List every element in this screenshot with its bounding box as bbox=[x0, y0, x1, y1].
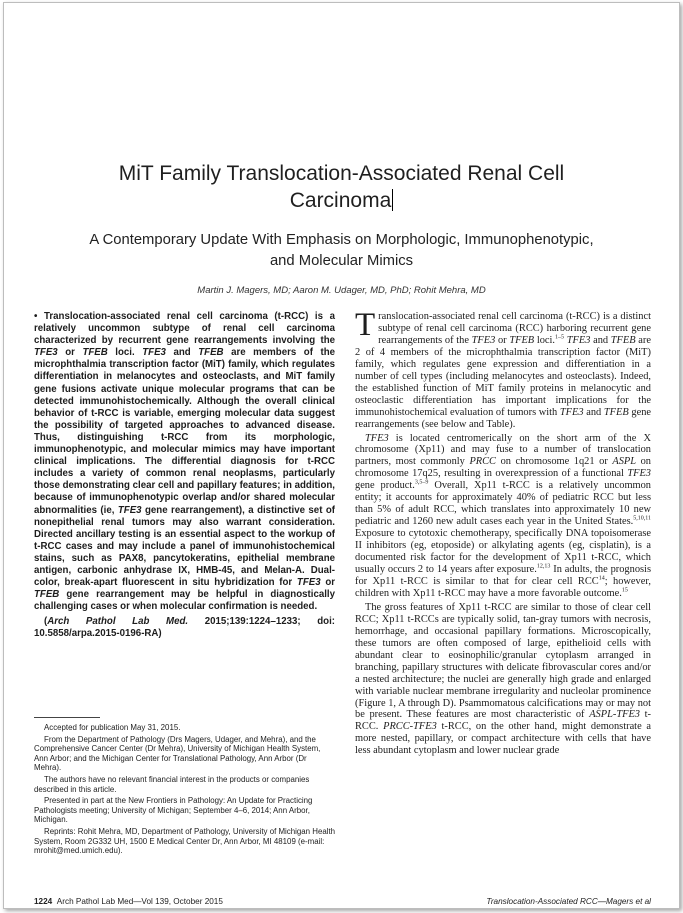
title-line-1: MiT Family Translocation-Associated Renal Cell bbox=[118, 162, 565, 185]
article-title bbox=[44, 160, 639, 214]
gene-name: TFE3 bbox=[627, 468, 651, 480]
citation-paren: ( bbox=[44, 616, 48, 628]
footnote-accepted: Accepted for publication May 31, 2015. bbox=[44, 723, 181, 732]
reference-superscript: 5,10,11 bbox=[633, 515, 651, 522]
citation bbox=[34, 616, 335, 640]
page-footer bbox=[34, 897, 651, 909]
body-paragraph-2 bbox=[355, 433, 651, 600]
page-number: 1224 bbox=[34, 897, 53, 906]
body-text: loci. bbox=[534, 334, 556, 346]
footnote-reprints: Reprints: Rohit Mehra, MD, Department of Pathology, University of Michigan Health System, Room 2G332 UH, 1500 E Medical Center Dr, Ann Arbor, MI 48109 (e-mail: mrohit@med.umich.edu). bbox=[34, 826, 336, 856]
gene-name: TFEB bbox=[603, 406, 629, 418]
abstract-bullet: • bbox=[34, 311, 38, 322]
footnote-disclosure: The authors have no relevant financial interest in the products or companies described in this article. bbox=[34, 774, 310, 794]
right-column bbox=[355, 307, 652, 757]
gene-name: TFEB bbox=[509, 334, 535, 346]
body-text: and bbox=[583, 406, 604, 418]
gene-name: TFE3 bbox=[142, 347, 166, 359]
gene-name: TFE3 bbox=[296, 577, 321, 589]
gene-name: TFE3 bbox=[117, 504, 142, 516]
abstract-text: gene rearrangement may be helpful in diagnostically challenging cases or when molecular confirmation is needed. bbox=[34, 589, 335, 613]
title-line-2: Carcinoma bbox=[289, 189, 392, 212]
gene-name: TFE3 bbox=[365, 432, 389, 444]
footnote-divider bbox=[34, 717, 100, 718]
body-text: on chromosome 1q21 or bbox=[496, 456, 613, 468]
reference-superscript: 12,13 bbox=[536, 563, 551, 570]
gene-name: PRCC-TFE3 bbox=[383, 721, 437, 733]
gene-name: TFE3 bbox=[471, 334, 496, 346]
text-cursor bbox=[392, 189, 393, 211]
body-paragraph-1 bbox=[355, 307, 652, 431]
body-text: ranslocation-associated renal cell carcinoma (t-RCC) is a distinct subtype of renal cell carcinoma (RCC) harboring recurrent gene rearrangements of the bbox=[378, 311, 651, 346]
subtitle-line-1: A Contemporary Update With Emphasis on Morphologic, Immunophenotypic, bbox=[89, 232, 594, 248]
body-text: and bbox=[590, 334, 611, 346]
gene-name: TFEB bbox=[610, 334, 636, 346]
reference-superscript: 3,5–9 bbox=[414, 479, 429, 486]
gene-name: PRCC bbox=[469, 456, 496, 468]
footer-journal: Arch Pathol Lab Med—Vol 139, October 2015 bbox=[56, 897, 223, 906]
footnote-affiliations: From the Department of Pathology (Drs Magers, Udager, and Mehra), and the Comprehensive Cancer Center (Dr Mehra), University of Michigan Health System, Ann Arbor; and the Michigan Center for Translational Pathology, Ann Arbor (Dr Mehra). bbox=[34, 734, 321, 773]
gene-name: TFEB bbox=[198, 347, 224, 359]
body-text: t-RCC. bbox=[355, 709, 651, 733]
gene-name: TFEB bbox=[34, 589, 60, 601]
body-text: Exposure to cytotoxic chemotherapy, specifically DNA topoisomerase II inhibitors (eg, etoposide) or alkylating agents (eg, cisplatin), is a documented risk factor for the development of Xp11 t-RCC, which usually occurs 2 to 14 years after exposure. bbox=[355, 528, 651, 576]
gene-name: TFE3 bbox=[559, 406, 584, 418]
body-text: The gross features of Xp11 t-RCC are similar to those of clear cell RCC; Xp11 t-RCCs are typically solid, tan-gray tumors with necrosis, hemorrhage, and occasional papillary formations. Microscopically, these tumors are often composed of large, epithelioid cells with abundant clear to eosinophilic/granular cytoplasm arranged in branching, papillary structures with delicate fibrovascular cores and/or a nested architecture; the nuclei are generally high grade and enlarged with variable nuclear membrane irregularity and nucleolar prominence (Figure 1, A through D). Psammomatous calcifications may or may not be present. These features are most characteristic of bbox=[355, 601, 651, 721]
reference-superscript: 1–5 bbox=[555, 334, 565, 341]
abstract-text: gene rearrangement), a distinctive set of nonepithelial renal tumors may also warrant consideration. Directed ancillary testing is an essential aspect to the workup of t-RCC cases and may include a panel of immunohistochemical stains, such as PAX8, pancytokeratins, epithelial membrane antigen, carbonic anhydrase IX, HMB-45, and Melan-A. Dual-color, break-apart fluorescent in situ hybridization for bbox=[34, 504, 336, 589]
abstract-text: Translocation-associated renal cell carcinoma (t-RCC) is a relatively uncommon subtype of renal cell carcinoma characterized by recurrent gene rearrangements involving the bbox=[34, 311, 335, 347]
footer-left bbox=[34, 897, 223, 906]
running-title: Translocation-Associated RCC—Magers et al bbox=[486, 897, 651, 906]
abstract-text: and bbox=[165, 347, 199, 359]
reference-superscript: 14 bbox=[598, 575, 605, 582]
abstract-text: or bbox=[320, 577, 336, 589]
gene-name: TFE3 bbox=[566, 334, 591, 346]
footnotes bbox=[34, 723, 336, 858]
citation-journal: Arch Pathol Lab Med. bbox=[47, 616, 189, 628]
subtitle-line-2: and Molecular Mimics bbox=[269, 253, 414, 269]
abstract-text: or bbox=[57, 347, 83, 359]
abstract bbox=[34, 311, 335, 613]
author-list: Martin J. Magers, MD; Aaron M. Udager, MD, PhD; Rohit Mehra, MD bbox=[197, 285, 486, 296]
footnote-presented: Presented in part at the New Frontiers in Pathology: An Update for Practicing Pathologists meeting; University of Michigan; September 4–6, 2014; Ann Arbor, Michigan. bbox=[34, 796, 313, 825]
body-text: t-RCC, on the other hand, might demonstrate a more nested, papillary, or compact architecture with cells that have less abundant cytoplasm and lower nuclear grade bbox=[355, 721, 651, 757]
gene-name: TFE3 bbox=[34, 347, 58, 359]
body-text: is located centromerically on the short arm of the X chromosome (Xp11) and may fuse to a number of translocation partners, most commonly bbox=[355, 432, 651, 468]
gene-name: ASPL bbox=[612, 456, 637, 468]
body-text: In adults, the prognosis for Xp11 t-RCC is similar to that for clear cell RCC bbox=[355, 564, 651, 587]
body-paragraph-3 bbox=[355, 602, 651, 757]
body-text: gene product. bbox=[355, 480, 415, 492]
drop-cap: T bbox=[355, 307, 376, 343]
left-column bbox=[34, 311, 335, 641]
reference-superscript: 15 bbox=[621, 587, 628, 594]
abstract-text: loci. bbox=[107, 347, 143, 359]
abstract-text: are members of the microphthalmia transcription factor (MiT) family, which regulates differentiation in melanocytes and osteoclasts, and MiT family gene fusions activate unique molecular programs that can be detected immunohistochemically. Although the overall clinical behavior of t-RCC is variable, emerging molecular data suggest the possibility of targeted approaches to advanced disease. Thus, distinguishing t-RCC from its morphologic, immunophenotypic, and molecular mimics may have important clinical implications. The differential diagnosis for t-RCC includes a variety of common renal neoplasms, particularly those demonstrating clear cell and papillary features; in addition, because of immunophenotypic overlap and/or shared molecular abnormalities (ie, bbox=[34, 347, 335, 516]
body-text: are 2 of 4 members of the microphthalmia transcription factor (MiT) family, which regulates gene expression and differentiation in a number of cell types (including melanocytes and osteoclasts). Indeed, the established function of MiT family proteins in melanocytic and osteoclastic differentiation has important implications for the immunohistochemical evaluation of tumors with bbox=[355, 334, 651, 418]
document-page bbox=[3, 2, 680, 909]
body-text: or bbox=[495, 334, 510, 346]
body-text: ; however, children with Xp11 t-RCC may have a more favorable outcome. bbox=[355, 575, 651, 599]
body-text: gene rearrangements (see below and Table). bbox=[355, 406, 652, 430]
article-subtitle bbox=[44, 230, 639, 272]
citation-details: 2015;139:1224–1233; doi: 10.5858/arpa.2015-0196-RA) bbox=[34, 616, 335, 640]
gene-name: TFEB bbox=[82, 347, 108, 359]
body-text: on chromosome 17q25, resulting in overexpression of a functional bbox=[355, 456, 651, 480]
body-text: Overall, Xp11 t-RCC is a relatively uncommon entity; it accounts for approximately 40% of pediatric RCC but less than 5% of adult RCC, which translates into approximately 10 new pediatric and 1260 new adult cases each year in the United States. bbox=[355, 480, 651, 528]
gene-name: ASPL-TFE3 bbox=[589, 709, 640, 721]
